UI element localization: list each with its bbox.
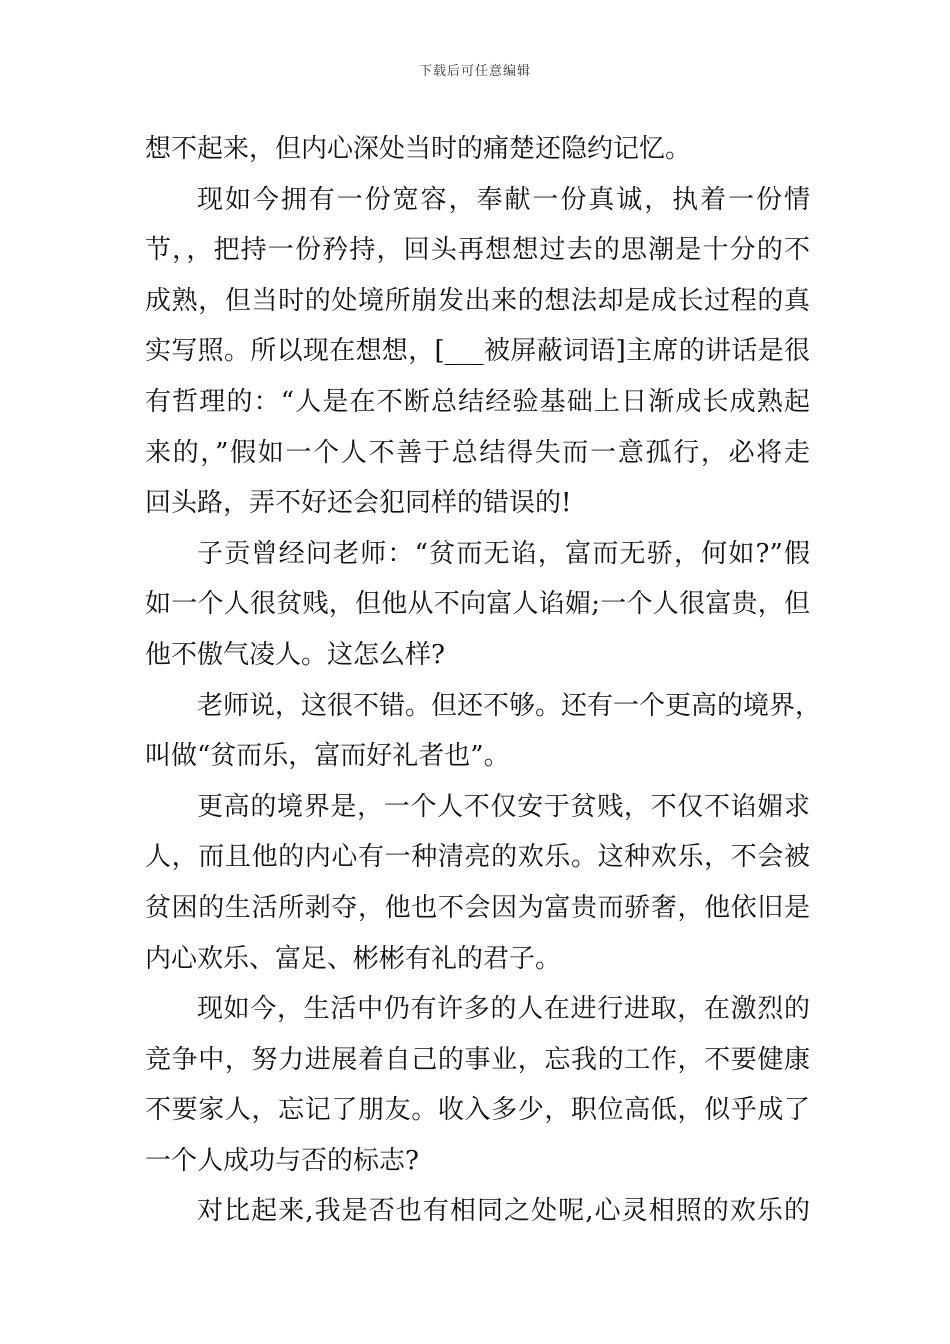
text-line: 对比起来,我是否也有相同之处呢,心灵相照的欢乐的 (197, 1196, 810, 1227)
text-line: 竞争中，努力进展着自己的事业，忘我的工作，不要健康 (145, 1044, 810, 1075)
text-line: 如一个人很贫贱，但他从不向富人谄媚;一个人很富贵，但 (145, 589, 810, 620)
text-line: 来的，”假如一个人不善于总结得失而一意孤行，必将走 (145, 437, 810, 468)
text-line: 现如今拥有一份宽容，奉献一份真诚，执着一份情 (197, 184, 810, 215)
text-line: 人，而且他的内心有一种清亮的欢乐。这种欢乐，不会被 (145, 842, 810, 873)
text-line: 子贡曾经问老师：“贫而无谄，富而无骄，何如?”假 (197, 538, 810, 569)
text-line: 他不傲气凌人。这怎么样? (145, 639, 445, 670)
text-line: 节，，把持一份矜持，回头再想想过去的思潮是十分的不 (145, 235, 810, 266)
text-line: 成熟，但当时的处境所崩发出来的想法却是成长过程的真 (145, 285, 810, 316)
text-line: 回头路，弄不好还会犯同样的错误的! (145, 488, 572, 519)
text-line: 有哲理的：“人是在不断总结经验基础上日渐成长成熟起 (145, 386, 810, 417)
text-line: 更高的境界是，一个人不仅安于贫贱，不仅不谄媚求 (197, 791, 810, 822)
document-body (145, 124, 822, 1237)
text-line: 老师说，这很不错。但还不够。还有一个更高的境界， (197, 690, 822, 721)
text-line: 现如今，生活中仍有许多的人在进行进取，在激烈的 (197, 994, 810, 1025)
page-header-note: 下载后可任意编辑 (418, 64, 531, 79)
text-line: 实写照。所以现在想想，[___被屏蔽词语]主席的讲话是很 (145, 336, 810, 367)
text-line: 不要家人，忘记了朋友。收入多少，职位高低，似乎成了 (145, 1095, 810, 1126)
text-line: 内心欢乐、富足、彬彬有礼的君子。 (145, 943, 562, 974)
text-line: 叫做“贫而乐，富而好礼者也”。 (145, 741, 510, 772)
text-line: 一个人成功与否的标志? (145, 1145, 419, 1176)
text-line: 贫困的生活所剥夺，他也不会因为富贵而骄奢，他依旧是 (145, 892, 810, 923)
text-line: 想不起来，但内心深处当时的痛楚还隐约记忆。 (145, 134, 692, 164)
